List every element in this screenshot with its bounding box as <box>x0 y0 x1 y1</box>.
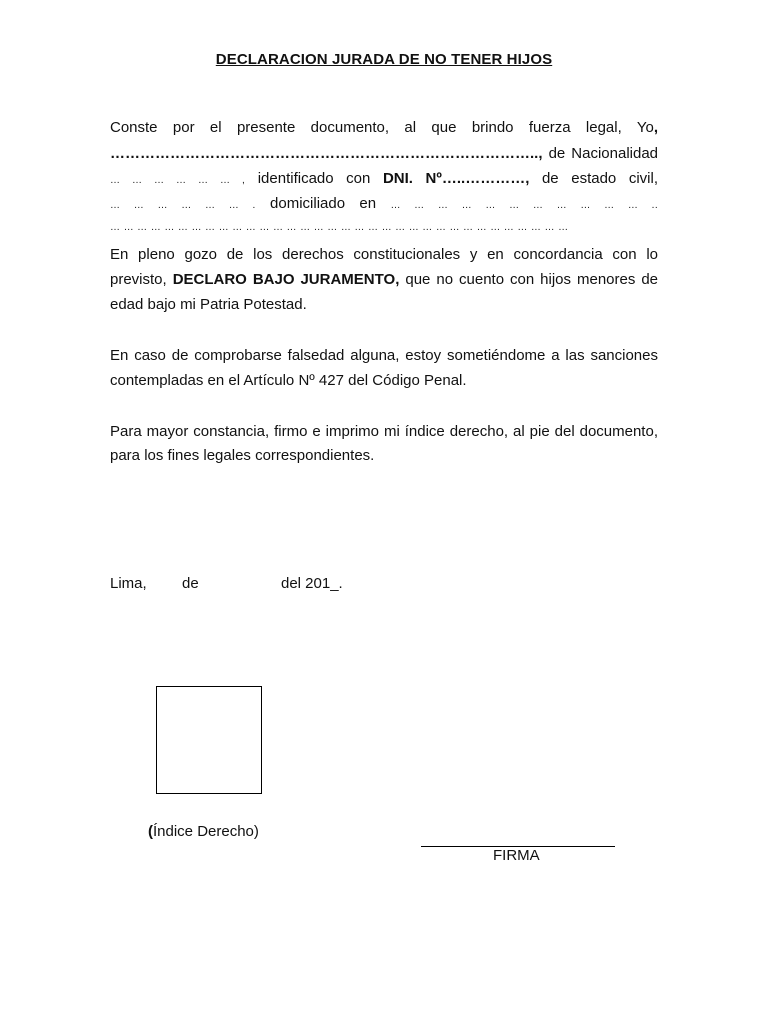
civil-status-blank-dots: … … … … … … . <box>110 200 256 211</box>
para2-line2 <box>110 270 658 290</box>
fingerprint-caption-text: Índice Derecho) <box>153 823 259 840</box>
para4-line2: para los fines legales correspondientes. <box>110 447 375 464</box>
civil-status-label: de estado civil, <box>541 170 658 187</box>
city-label: Lima, <box>110 575 147 592</box>
para2-line1: En pleno gozo de los derechos constitucionales y en concordancia con lo <box>110 246 658 263</box>
para1-line1-comma: , <box>653 119 658 136</box>
para2-line3: edad bajo mi Patria Potestad. <box>110 296 307 313</box>
fingerprint-box <box>156 686 262 794</box>
para1-line1-text: Conste por el presente documento, al que brindo fuerza legal, Yo <box>110 119 654 136</box>
para3-line1: En caso de comprobarse falsedad alguna, estoy sometiéndome a las sanciones <box>110 347 658 364</box>
date-de-label: de <box>182 575 199 592</box>
para1-line3 <box>110 169 658 189</box>
para4-line1: Para mayor constancia, firmo e imprimo mi índice derecho, al pie del documento, <box>110 423 658 440</box>
address-blank-dots-2: … … … … … … … … … … … … … … … … … … … … … … … … … … … … … … … … … … <box>110 222 569 233</box>
nationality-label: de Nacionalidad <box>548 145 658 162</box>
declaro-bajo-juramento: DECLARO BAJO JURAMENTO, <box>172 271 400 288</box>
para3-line2: contempladas en el Artículo Nº 427 del Código Penal. <box>110 372 467 389</box>
en-label: en <box>359 195 377 212</box>
para1-line1 <box>110 118 658 138</box>
nationality-blank-dots: … … … … … … , <box>110 175 246 186</box>
para2-line2-rest: que no cuento con hijos menores de <box>405 271 658 288</box>
identified-label: identificado con <box>257 170 371 187</box>
para1-line2 <box>110 144 658 164</box>
name-blank-dots: ………………………………………………………………………….., <box>110 145 543 162</box>
address-blank-dots: … … … … … … … … … … … .. <box>390 200 658 211</box>
year-label: del 201_. <box>281 575 343 592</box>
document-title: DECLARACION JURADA DE NO TENER HIJOS <box>215 51 553 68</box>
domiciled-label: domiciliado <box>270 195 346 212</box>
para1-line4 <box>110 194 658 214</box>
dni-label: DNI. Nº…..…………, <box>382 170 530 187</box>
fingerprint-caption <box>148 822 259 842</box>
para1-line5 <box>110 216 658 236</box>
para2-previsto: previsto, <box>110 271 167 288</box>
signature-label: FIRMA <box>493 847 540 864</box>
fingerprint-caption-paren: ( <box>148 823 153 840</box>
